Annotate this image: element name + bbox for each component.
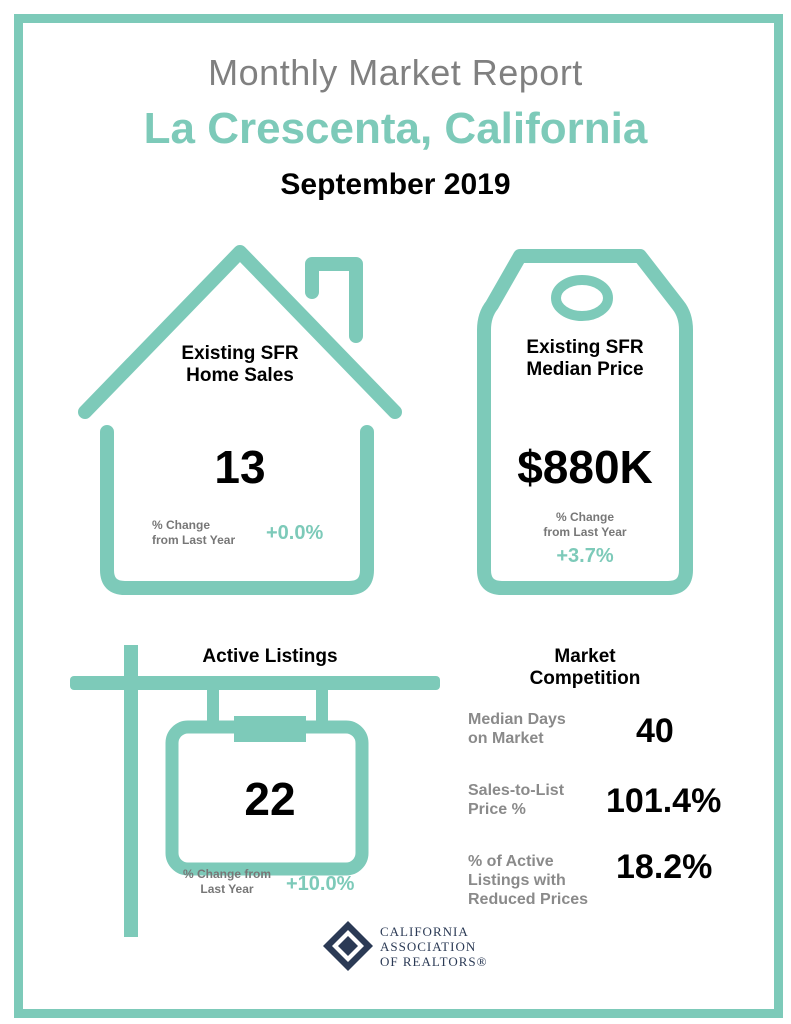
median-price-value: $880K: [517, 441, 653, 493]
metric-value-days-on-market: 40: [636, 712, 674, 750]
report-title: Monthly Market Report: [208, 52, 583, 93]
active-listings-change-label: % Change from Last Year: [183, 867, 272, 896]
active-listings-value: 22: [244, 773, 296, 825]
house-roof-icon: [85, 252, 395, 412]
active-listings-label: Active Listings: [202, 646, 338, 667]
home-sales-value: 13: [214, 441, 266, 493]
location-title: La Crescenta, California: [143, 104, 648, 153]
price-tag-hole-icon: [556, 280, 608, 316]
report-period: September 2019: [280, 168, 511, 201]
metric-value-reduced-prices: 18.2%: [616, 848, 713, 886]
median-price-change: +3.7%: [556, 545, 614, 567]
home-sales-change-label: % Change from Last Year: [152, 518, 236, 547]
metric-label-days-on-market: Median Days on Market: [468, 711, 566, 747]
car-logo-icon: [323, 921, 373, 971]
home-sales-change: +0.0%: [266, 522, 324, 544]
metric-value-sales-to-list: 101.4%: [606, 782, 722, 820]
metric-label-reduced-prices: % of Active Listings with Reduced Prices: [468, 853, 589, 908]
market-competition-title: Market Competition: [529, 646, 641, 689]
car-logo-text: CALIFORNIA ASSOCIATION OF REALTORS®: [380, 924, 488, 969]
median-price-change-label: % Change from Last Year: [543, 510, 627, 539]
median-price-label: Existing SFR Median Price: [526, 337, 644, 380]
metric-label-sales-to-list: Sales-to-List Price %: [468, 782, 565, 818]
home-sales-label: Existing SFR Home Sales: [181, 343, 299, 386]
active-listings-change: +10.0%: [286, 873, 355, 895]
